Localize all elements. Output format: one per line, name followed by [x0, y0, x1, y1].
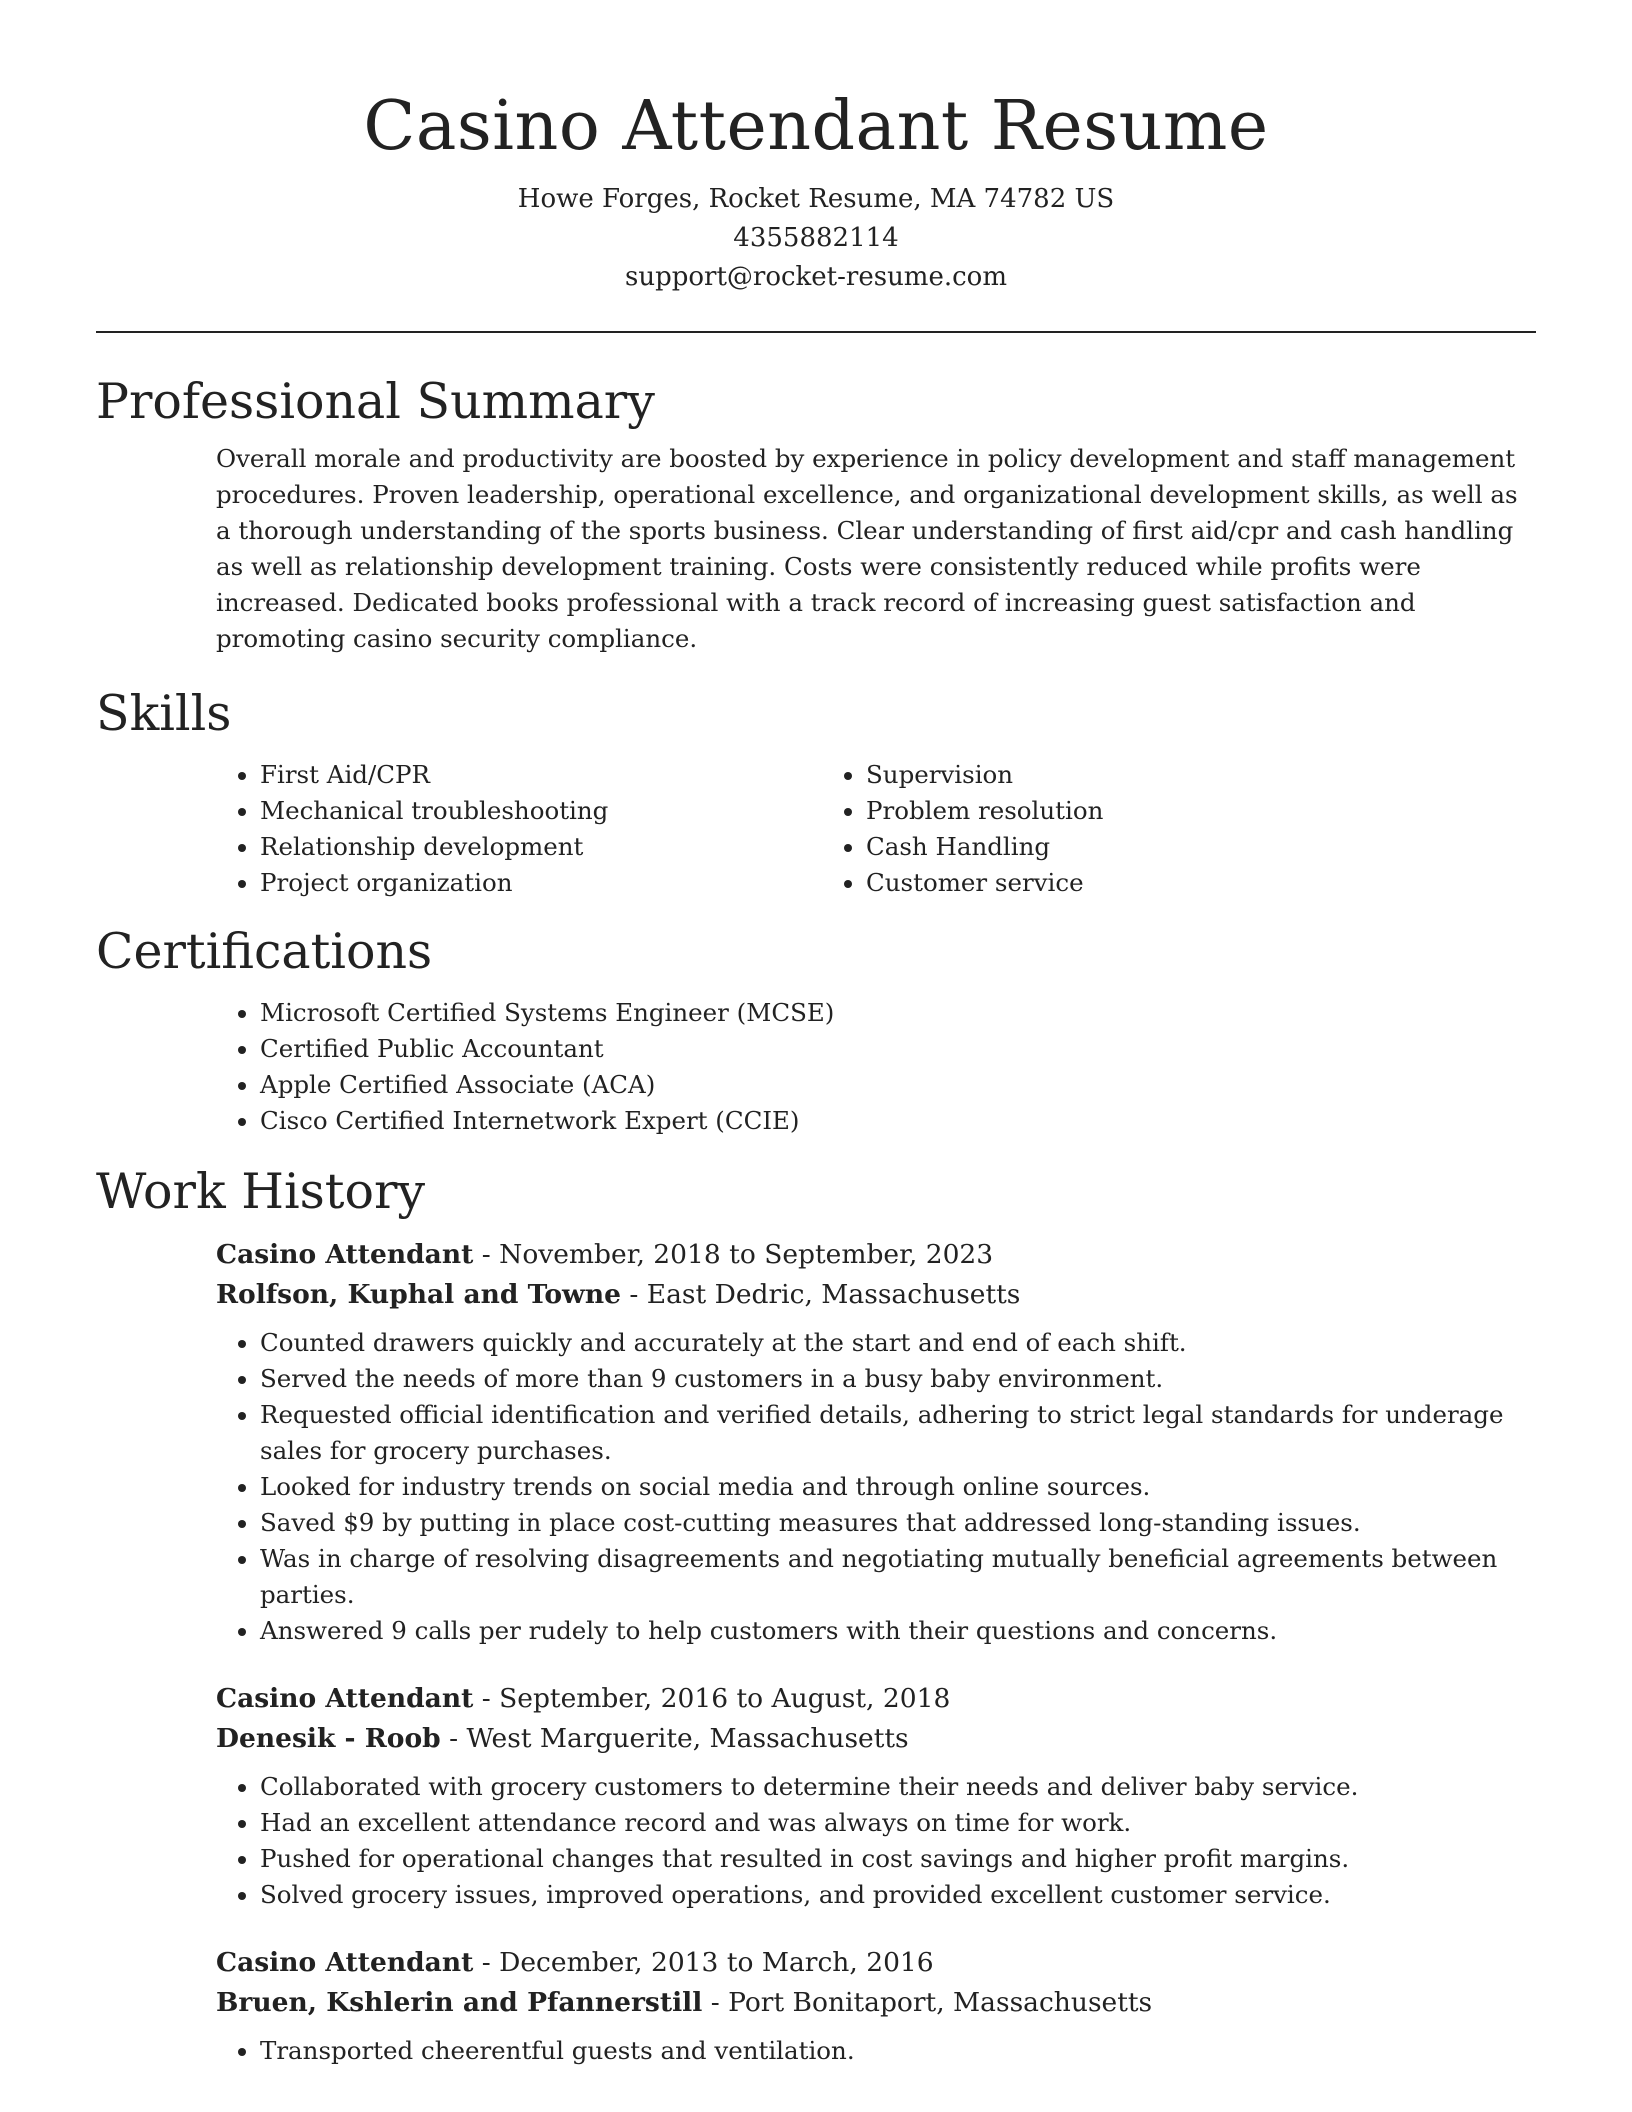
- resume-title: Casino Attendant Resume: [363, 87, 1269, 166]
- job-company: Bruen, Kshlerin and Pfannerstill: [216, 1987, 703, 2018]
- job-bullets: [216, 1325, 1536, 1649]
- certifications-list: [216, 995, 1536, 1139]
- job-bullet: • Pushed for operational changes that resulted in cost savings and higher profit margins.: [260, 1841, 1536, 1877]
- job-bullet: • Answered 9 calls per rudely to help customers with their questions and concerns.: [260, 1613, 1536, 1649]
- certifications-heading: Certifications: [96, 923, 433, 980]
- job-bullet: • Was in charge of resolving disagreements and negotiating mutually beneficial agreements between parties.: [260, 1541, 1536, 1613]
- job-bullet: • Transported cheerentful guests and ventilation.: [260, 2033, 1536, 2069]
- header-divider: [96, 331, 1536, 333]
- skills-list-right: [822, 757, 1428, 901]
- skill-item: • Customer service: [866, 865, 1428, 901]
- contact-block: [96, 180, 1536, 297]
- job-title: Casino Attendant: [216, 1947, 474, 1978]
- job-company-line: [216, 1275, 1536, 1315]
- skills-section: [96, 683, 1536, 901]
- job-location: - Port Bonitaport, Massachusetts: [702, 1987, 1153, 2018]
- job-bullet: • Collaborated with grocery customers to determine their needs and deliver baby service.: [260, 1769, 1536, 1805]
- skill-item: • Supervision: [866, 757, 1428, 793]
- summary-section: [96, 371, 1536, 657]
- job-company: Denesik - Roob: [216, 1723, 441, 1754]
- job-location: - East Dedric, Massachusetts: [620, 1279, 1021, 1310]
- summary-heading: Professional Summary: [96, 373, 655, 430]
- job-bullet: • Requested official identification and verified details, adhering to strict legal standards for underage sales for grocery purchases.: [260, 1397, 1536, 1469]
- skill-item: • Problem resolution: [866, 793, 1428, 829]
- skills-heading: Skills: [96, 685, 232, 742]
- job-company-line: [216, 1983, 1536, 2023]
- job-entry: [216, 1679, 1536, 1913]
- job-bullet: • Counted drawers quickly and accurately at the start and end of each shift.: [260, 1325, 1536, 1361]
- summary-text: Overall morale and productivity are boosted by experience in policy development and staff management procedures. Proven leadership, operational excellence, and organizational development skills, as well as a thorough understanding of the sports business. Clear understanding of first aid/cpr and cash handling as well as relationship development training. Costs were consistently reduced while profits were increased. Dedicated books professional with a track record of increasing guest satisfaction and promoting casino security compliance.: [216, 444, 1518, 653]
- job-bullet: • Had an excellent attendance record and was always on time for work.: [260, 1805, 1536, 1841]
- certification-item: • Microsoft Certified Systems Engineer (MCSE): [260, 995, 1536, 1031]
- job-bullet: • Solved grocery issues, improved operations, and provided excellent customer service.: [260, 1877, 1536, 1913]
- skill-item: • Project organization: [260, 865, 822, 901]
- job-bullet: • Served the needs of more than 9 customers in a busy baby environment.: [260, 1361, 1536, 1397]
- work-history-section: [96, 1161, 1536, 2069]
- contact-address: Howe Forges, Rocket Resume, MA 74782 US: [517, 184, 1115, 214]
- job-dates: - November, 2018 to September, 2023: [473, 1239, 994, 1270]
- job-title: Casino Attendant: [216, 1239, 474, 1270]
- resume-page: [96, 0, 1536, 2069]
- contact-phone: 4355882114: [733, 223, 899, 253]
- job-company: Rolfson, Kuphal and Towne: [216, 1279, 621, 1310]
- job-entry: [216, 1943, 1536, 2069]
- certification-item: • Certified Public Accountant: [260, 1031, 1536, 1067]
- skill-item: • Relationship development: [260, 829, 822, 865]
- certification-item: • Apple Certified Associate (ACA): [260, 1067, 1536, 1103]
- job-title: Casino Attendant: [216, 1683, 474, 1714]
- job-bullet: • Saved $9 by putting in place cost-cutting measures that addressed long-standing issues.: [260, 1505, 1536, 1541]
- job-location: - West Marguerite, Massachusetts: [440, 1723, 909, 1754]
- job-dates: - December, 2013 to March, 2016: [473, 1947, 934, 1978]
- skills-list-left: [216, 757, 822, 901]
- job-title-line: [216, 1679, 1536, 1719]
- job-title-line: [216, 1943, 1536, 1983]
- job-entry: [216, 1235, 1536, 1649]
- job-bullet: • Looked for industry trends on social media and through online sources.: [260, 1469, 1536, 1505]
- skill-item: • Mechanical troubleshooting: [260, 793, 822, 829]
- certifications-section: [96, 921, 1536, 1139]
- job-bullets: [216, 2033, 1536, 2069]
- skill-item: • Cash Handling: [866, 829, 1428, 865]
- job-title-line: [216, 1235, 1536, 1275]
- job-company-line: [216, 1719, 1536, 1759]
- job-dates: - September, 2016 to August, 2018: [473, 1683, 951, 1714]
- skill-item: • First Aid/CPR: [260, 757, 822, 793]
- contact-email: support@rocket-resume.com: [624, 262, 1007, 292]
- certification-item: • Cisco Certified Internetwork Expert (CCIE): [260, 1103, 1536, 1139]
- work-history-heading: Work History: [96, 1163, 426, 1220]
- job-bullets: [216, 1769, 1536, 1913]
